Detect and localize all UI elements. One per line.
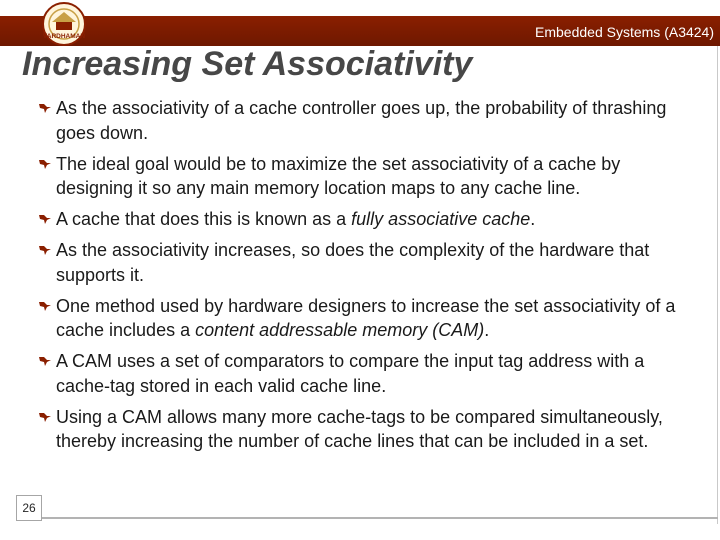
bullet-text: A cache that does this is known as a — [56, 209, 352, 229]
lightning-bullet-icon — [38, 158, 52, 170]
bullet-text: . — [530, 209, 536, 229]
course-label: Embedded Systems (A3424) — [535, 24, 714, 40]
bullet-item — [38, 152, 698, 201]
bullet-italic-text: content addressable memory (CAM) — [195, 320, 485, 340]
footer-line — [42, 517, 718, 519]
bullet-item — [38, 96, 698, 145]
bullet-text: The ideal goal would be to maximize the set associativity of a cache by designing it so any main memory location maps to any cache line. — [56, 153, 621, 198]
lightning-bullet-icon — [38, 300, 52, 312]
bullet-item — [38, 349, 698, 398]
bullet-text: As the associativity of a cache controller goes up, the probability of thrashing goes down. — [56, 98, 667, 143]
lightning-bullet-icon — [38, 355, 52, 367]
bullet-italic-text: fully associative cache — [351, 209, 531, 229]
lightning-bullet-icon — [38, 411, 52, 423]
bullet-list — [38, 96, 698, 460]
bullet-item — [38, 294, 698, 343]
bullet-item — [38, 207, 698, 232]
bullet-item — [38, 238, 698, 287]
lightning-bullet-icon — [38, 213, 52, 225]
bullet-item — [38, 405, 698, 454]
slide-title: Increasing Set Associativity — [22, 45, 473, 83]
bullet-text: One method used by hardware designers to increase the set associativity of a cache includes a — [56, 295, 676, 340]
bullet-text: As the associativity increases, so does the complexity of the hardware that supports it. — [56, 240, 650, 285]
lightning-bullet-icon — [38, 102, 52, 114]
page-number: 26 — [16, 495, 42, 521]
logo-text: VARDHAMAN — [42, 33, 86, 40]
lightning-bullet-icon — [38, 244, 52, 256]
bullet-text: Using a CAM allows many more cache-tags to be compared simultaneously, thereby increasing the number of cache lines that can be included in a set. — [56, 406, 663, 451]
bullet-text: . — [484, 320, 490, 340]
frame-right-line — [717, 16, 718, 524]
bullet-text: A CAM uses a set of comparators to compare the input tag address with a cache-tag stored in each valid cache line. — [56, 351, 645, 396]
